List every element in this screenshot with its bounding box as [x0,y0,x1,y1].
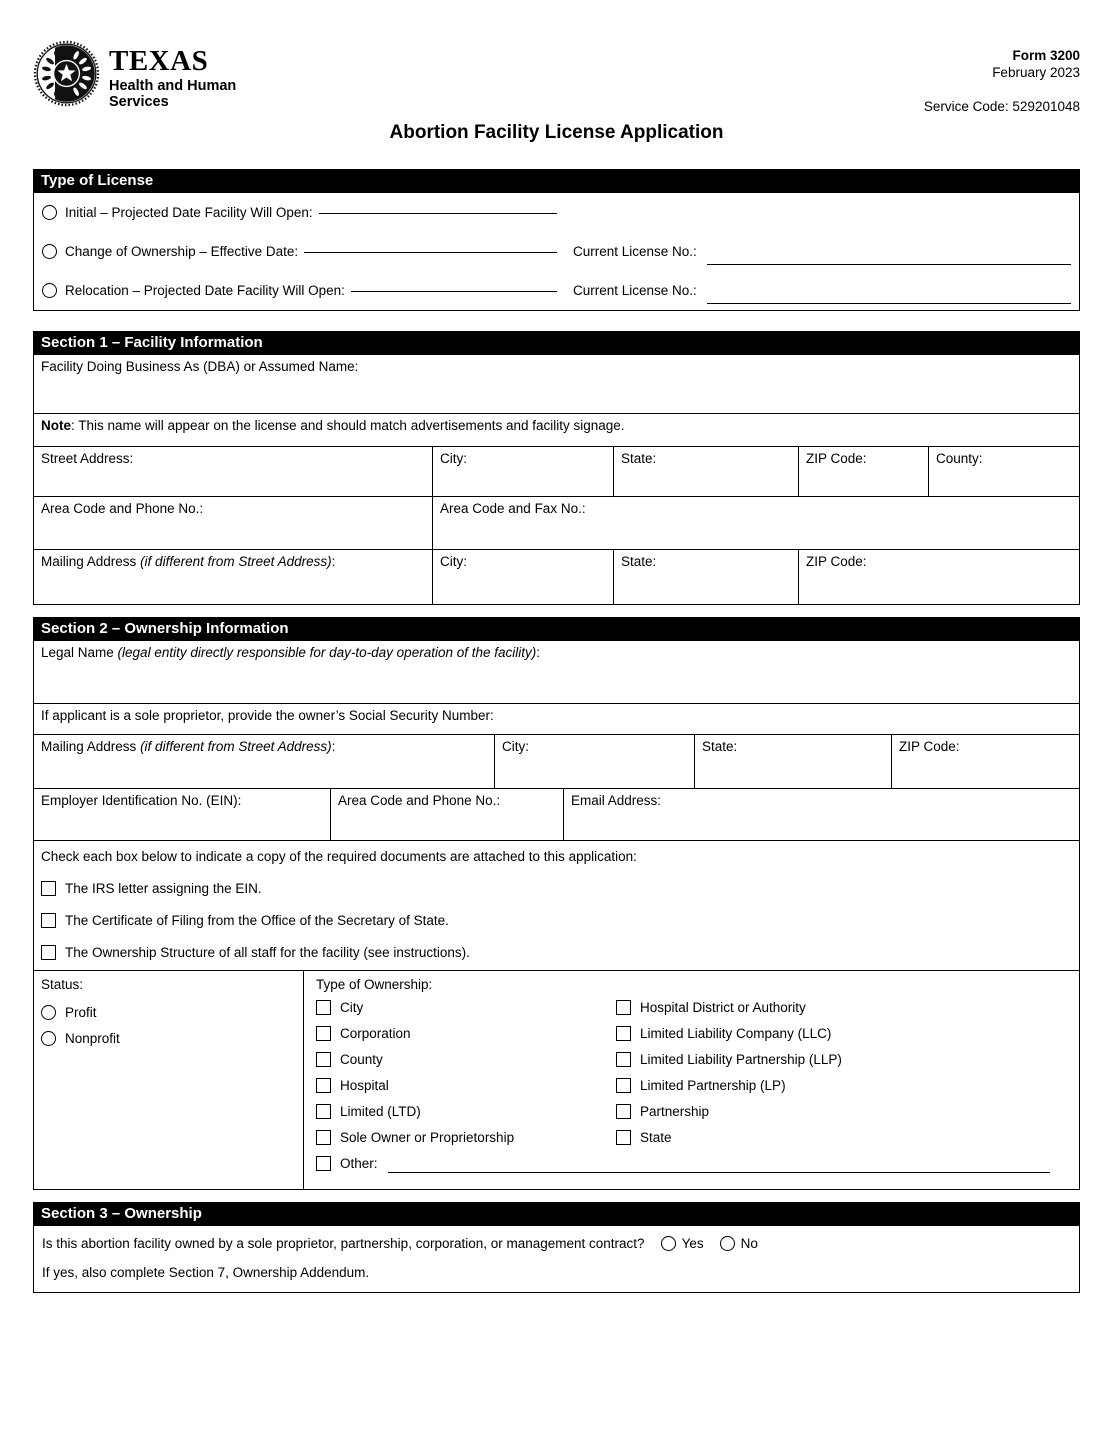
status-cell [34,971,303,1189]
county-field[interactable]: County: [928,447,1079,496]
license-option-change-of-ownership: Change of Ownership – Effective Date: Current License No.: [34,232,1079,271]
ownership-label: Type of Ownership: [316,977,433,992]
ownership-option-corporation: Corporation [316,1020,616,1046]
email-field[interactable]: Email Address: [563,789,1079,840]
doc-item-irs-letter: The IRS letter assigning the EIN. [41,881,1072,896]
ownership-option-llc: Limited Liability Company (LLC) [616,1020,1072,1046]
page-title: Abortion Facility License Application [389,122,724,143]
ownership-option-state: State [616,1124,1072,1150]
mailing-zip-field[interactable]: ZIP Code: [798,550,1079,604]
license-option-initial: Initial – Projected Date Facility Will Open: [34,193,1079,232]
section2-header: Section 2 – Ownership Information [33,617,1080,641]
city-checkbox[interactable] [316,1000,331,1015]
agency-logo [33,40,236,110]
owner-mailing-address-field[interactable]: Mailing Address (if different from Street Address): [41,739,336,754]
sole-owner-checkbox[interactable] [316,1130,331,1145]
fax-field[interactable]: Area Code and Fax No.: [432,497,1079,549]
current-license-field-2[interactable] [707,303,1071,304]
type-of-ownership-cell [303,971,1079,1189]
service-code: Service Code: 529201048 [923,99,1080,114]
section3-ownership [33,1226,1080,1293]
license-option-relocation: Relocation – Projected Date Facility Will Open: Current License No.: [34,271,1079,310]
current-license-field[interactable] [707,264,1071,265]
llp-checkbox[interactable] [616,1052,631,1067]
lp-checkbox[interactable] [616,1078,631,1093]
initial-open-date-field[interactable] [319,213,557,214]
certificate-filing-checkbox[interactable] [41,913,56,928]
ownership-addendum-note: If yes, also complete Section 7, Ownership Addendum. [42,1265,370,1280]
relocation-open-date-field[interactable] [351,291,557,292]
status-label: Status: [41,977,84,992]
form-date: February 2023 [992,65,1080,80]
yes-radio[interactable] [661,1236,676,1251]
doc-item-ownership-structure: The Ownership Structure of all staff for the facility (see instructions). [41,945,1072,960]
type-of-license-header: Type of License [33,169,1080,193]
ownership-structure-checkbox[interactable] [41,945,56,960]
current-license-label: Current License No.: [573,244,697,259]
type-of-license-section [33,193,1080,311]
section1-facility-information [33,355,1080,605]
current-license-label: Current License No.: [573,283,697,298]
ownership-option-limited: Limited (LTD) [316,1098,616,1124]
ownership-question: Is this abortion facility owned by a sole proprietor, partnership, corporation, or management contract? [42,1236,645,1251]
ownership-option-llp: Limited Liability Partnership (LLP) [616,1046,1072,1072]
ownership-option-hospital-district: Hospital District or Authority [616,994,1072,1020]
nonprofit-radio[interactable] [41,1031,56,1046]
ownership-option-city: City [316,994,616,1020]
ownership-right-column [616,994,1072,1150]
other-ownership-field[interactable] [388,1172,1050,1173]
status-option-profit: Profit [41,999,296,1025]
initial-radio[interactable] [42,205,57,220]
owner-zip-field[interactable]: ZIP Code: [891,735,1079,788]
other-checkbox[interactable] [316,1156,331,1171]
legal-name-field[interactable]: Legal Name (legal entity directly responsible for day-to-day operation of the facility): [41,645,541,660]
ownership-option-other: Other: [316,1150,1072,1176]
owner-city-field[interactable]: City: [494,735,694,788]
page-header [33,40,1080,115]
hospital-district-checkbox[interactable] [616,1000,631,1015]
ownership-question-row [42,1236,1071,1251]
dba-note: Note: This name will appear on the license and should match advertisements and facility signage. [41,418,625,433]
limited-checkbox[interactable] [316,1104,331,1119]
owner-state-field[interactable]: State: [694,735,891,788]
mailing-address-field[interactable]: Mailing Address (if different from Street Address): [41,554,336,569]
mailing-state-field[interactable]: State: [613,550,798,604]
corporation-checkbox[interactable] [316,1026,331,1041]
irs-letter-checkbox[interactable] [41,881,56,896]
required-documents [34,841,1079,970]
dba-field[interactable]: Facility Doing Business As (DBA) or Assumed Name: [41,359,359,374]
status-option-nonprofit: Nonprofit [41,1025,296,1051]
llc-checkbox[interactable] [616,1026,631,1041]
no-radio[interactable] [720,1236,735,1251]
ownership-left-column [316,994,616,1150]
section1-header: Section 1 – Facility Information [33,331,1080,355]
hospital-checkbox[interactable] [316,1078,331,1093]
state-field[interactable]: State: [613,447,798,496]
owner-phone-field[interactable]: Area Code and Phone No.: [330,789,563,840]
agency-dept: Health and Human Services [109,78,237,110]
relocation-radio[interactable] [42,283,57,298]
effective-date-field[interactable] [304,252,557,253]
ownership-option-hospital: Hospital [316,1072,616,1098]
ownership-option-county: County [316,1046,616,1072]
form-number: Form 3200 [1012,48,1080,63]
ein-field[interactable]: Employer Identification No. (EIN): [41,793,242,808]
documents-intro: Check each box below to indicate a copy of the required documents are attached to this application: [41,849,637,864]
texas-hhs-seal-icon [33,40,100,107]
ownership-option-sole-owner: Sole Owner or Proprietorship [316,1124,616,1150]
answer-no: No [720,1236,758,1251]
city-field[interactable]: City: [432,447,613,496]
state-checkbox[interactable] [616,1130,631,1145]
ownership-option-partnership: Partnership [616,1098,1072,1124]
form-meta [924,40,1080,115]
section3-header: Section 3 – Ownership [33,1202,1080,1226]
agency-name: TEXAS [109,45,209,77]
street-address-field[interactable]: Street Address: [41,451,134,466]
ssn-field[interactable]: If applicant is a sole proprietor, provide the owner’s Social Security Number: [41,708,494,723]
section2-ownership-information [33,641,1080,1190]
answer-yes: Yes [661,1236,704,1251]
phone-field[interactable]: Area Code and Phone No.: [41,501,204,516]
mailing-city-field[interactable]: City: [432,550,613,604]
partnership-checkbox[interactable] [616,1104,631,1119]
county-checkbox[interactable] [316,1052,331,1067]
zip-field[interactable]: ZIP Code: [798,447,928,496]
ownership-option-lp: Limited Partnership (LP) [616,1072,1072,1098]
profit-radio[interactable] [41,1005,56,1020]
doc-item-certificate-of-filing: The Certificate of Filing from the Office of the Secretary of State. [41,913,1072,928]
change-of-ownership-radio[interactable] [42,244,57,259]
agency-wordmark [109,40,236,110]
